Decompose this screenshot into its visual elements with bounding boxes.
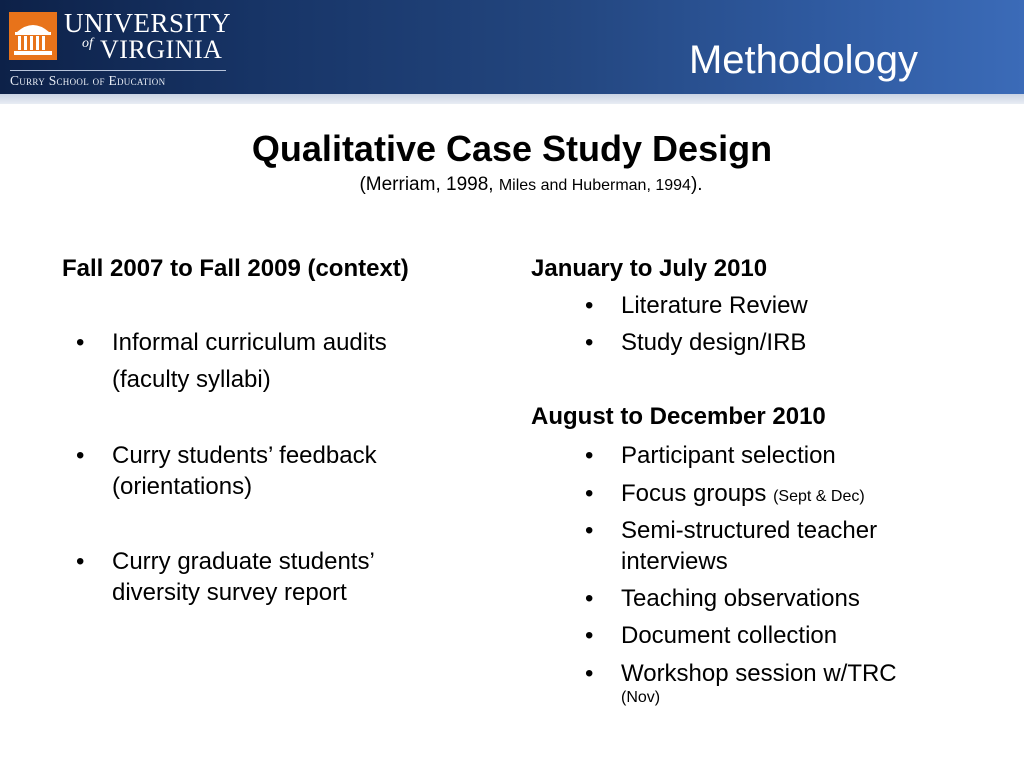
bullet-icon: • <box>585 517 594 544</box>
left-heading: Fall 2007 to Fall 2009 (context) <box>62 255 409 282</box>
school-name: Curry School of Education <box>10 73 166 88</box>
university-of: of <box>82 36 93 51</box>
left-column <box>62 254 492 606</box>
right-item-text: Participant selection <box>621 442 836 469</box>
right-item-text: Teaching observations <box>621 585 860 612</box>
right-item-text: Semi-structured teacher <box>621 517 878 544</box>
left-item-text: Curry students’ feedback <box>112 442 377 469</box>
slide-title: Qualitative Case Study Design <box>251 128 773 169</box>
bullet-icon: • <box>585 622 594 649</box>
right-bullet-item <box>585 478 961 512</box>
citation-small: Miles and Huberman, 1994 <box>498 177 691 194</box>
right-item-text: Literature Review <box>621 292 808 319</box>
bullet-icon: • <box>76 329 85 356</box>
right-item-text: Workshop session w/TRC <box>621 660 897 687</box>
bullet-icon: • <box>76 442 85 469</box>
left-item-text: Curry graduate students’ <box>112 548 375 575</box>
left-item-text: diversity survey report <box>112 579 347 606</box>
right-bullet-item <box>585 440 961 471</box>
bullet-icon: • <box>585 329 594 356</box>
left-bullet-item <box>76 546 452 608</box>
section-title: Methodology <box>688 38 918 82</box>
right-item-text: Document collection <box>621 622 838 649</box>
bullet-icon: • <box>585 585 594 612</box>
rotunda-logo-icon <box>9 12 57 60</box>
left-bullet-item <box>76 440 452 502</box>
right-heading-1: January to July 2010 <box>531 255 768 282</box>
logo-divider <box>10 70 226 71</box>
right-bullet-item <box>585 583 961 614</box>
right-bullet-item <box>585 620 961 651</box>
citation-close: ). <box>690 174 703 195</box>
right-item-note: (Sept & Dec) <box>773 488 865 505</box>
left-item-text: Informal curriculum audits <box>112 329 387 356</box>
left-item-text: (orientations) <box>112 473 253 500</box>
right-item-text: Study design/IRB <box>621 329 807 356</box>
left-item-text: (faculty syllabi) <box>112 366 271 393</box>
right-bullet-item <box>585 658 961 707</box>
citation <box>0 173 1024 198</box>
right-item-note: (Nov) <box>621 689 661 706</box>
right-heading-2: August to December 2010 <box>531 403 826 430</box>
right-bullet-item <box>585 327 961 358</box>
bullet-icon: • <box>585 660 594 687</box>
bullet-icon: • <box>585 480 594 507</box>
right-bullet-item <box>585 290 961 321</box>
right-bullet-item <box>585 515 961 577</box>
right-item-text: interviews <box>621 548 728 575</box>
header-stripe <box>0 94 1024 104</box>
left-bullet-item <box>76 327 452 395</box>
bullet-icon: • <box>76 548 85 575</box>
bullet-icon: • <box>585 442 594 469</box>
university-name-line2: VIRGINIA <box>100 35 223 64</box>
university-name-line1: UNIVERSITY <box>64 8 231 38</box>
citation-main: (Merriam, 1998, <box>359 174 499 195</box>
right-item-text: Focus groups <box>621 480 774 507</box>
bullet-icon: • <box>585 292 594 319</box>
